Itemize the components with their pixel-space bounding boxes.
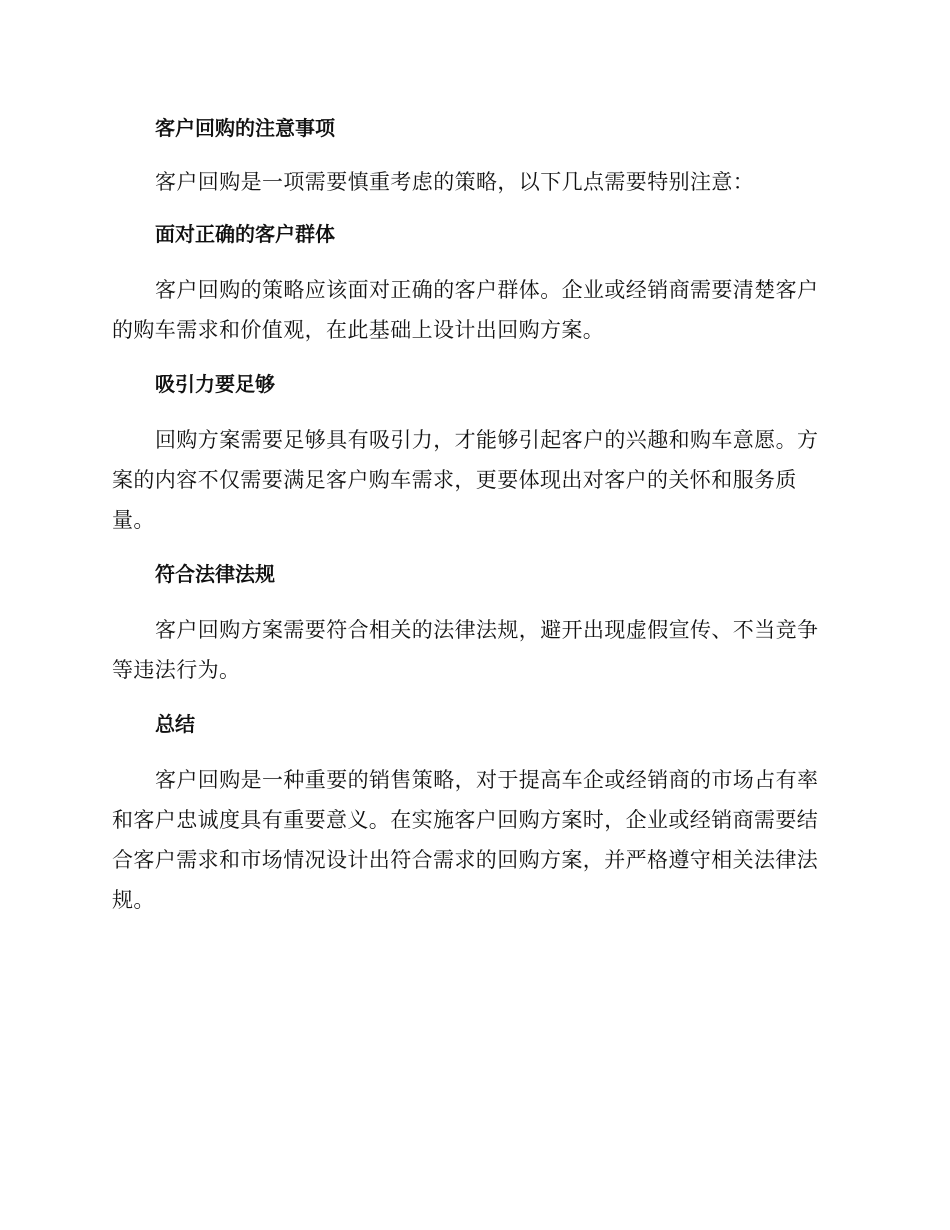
section-summary [112,704,832,920]
paragraph-line: 客户回购方案需要符合相关的法律法规，避开出现虚假宣传、不当竞争 [155,618,819,642]
paragraph-line: 合客户需求和市场情况设计出符合需求的回购方案，并严格遵守相关法律法 [112,848,819,872]
section-attractiveness [112,364,832,540]
section-heading: 面对正确的客户群体 [155,222,335,246]
paragraph-line: 案的内容不仅需要满足客户购车需求，更要体现出对客户的关怀和服务质 [112,468,797,492]
section-legal-compliance [112,554,832,690]
paragraph-line: 客户回购的策略应该面对正确的客户群体。企业或经销商需要清楚客户 [155,278,819,302]
paragraph-line: 客户回购是一种重要的销售策略，对于提高车企或经销商的市场占有率 [155,768,819,792]
section-heading: 符合法律法规 [155,562,275,586]
paragraph-line: 规。 [112,888,155,912]
section-heading: 吸引力要足够 [155,372,275,396]
section-paragraph [112,610,832,690]
paragraph-line: 的购车需求和价值观，在此基础上设计出回购方案。 [112,318,605,342]
paragraph-line: 客户回购是一项需要慎重考虑的策略，以下几点需要特别注意： [155,170,755,194]
section-target-customers [112,214,832,350]
document-body [112,108,832,934]
paragraph-line: 量。 [112,508,155,532]
section-heading: 总结 [155,712,195,736]
section-paragraph [112,420,832,540]
paragraph-line: 和客户忠诚度具有重要意义。在实施客户回购方案时，企业或经销商需要结 [112,808,819,832]
paragraph-line: 回购方案需要足够具有吸引力，才能够引起客户的兴趣和购车意愿。方 [155,428,819,452]
paragraph-line: 等违法行为。 [112,658,241,682]
section-paragraph [112,270,832,350]
section-paragraph [112,760,832,920]
section-notes [112,108,832,202]
section-heading: 客户回购的注意事项 [155,116,335,140]
section-paragraph [112,162,832,202]
